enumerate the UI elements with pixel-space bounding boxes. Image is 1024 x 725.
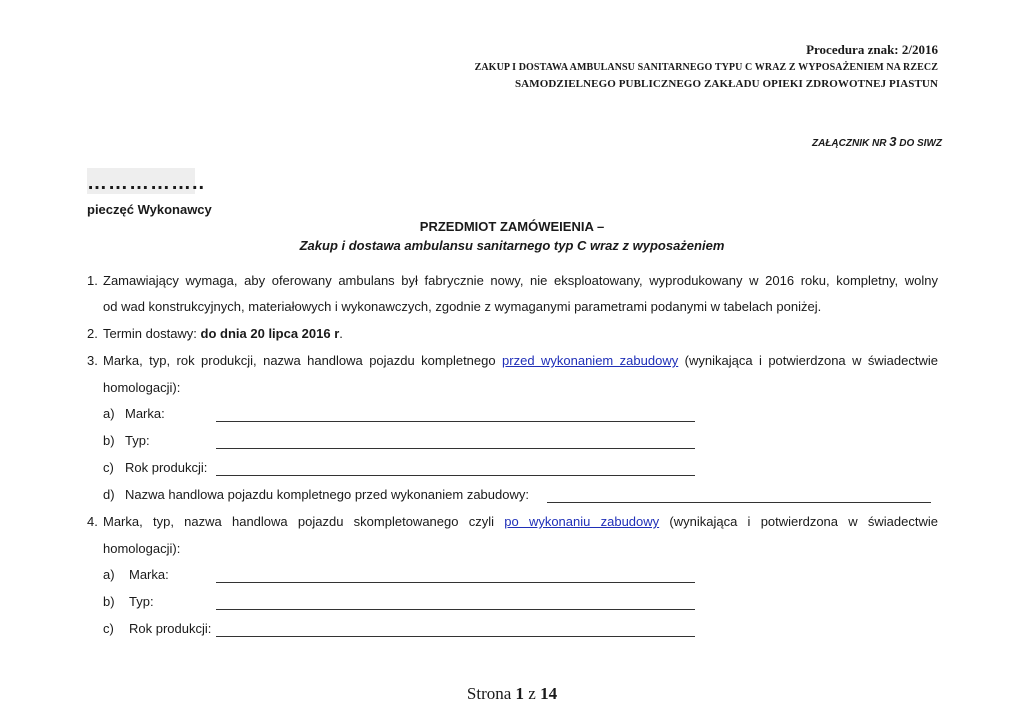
item-3d-label: Nazwa handlowa pojazdu kompletnego przed wykonaniem zabudowy: <box>125 487 529 502</box>
item-3d-letter: d) <box>103 487 115 502</box>
item-4-number: 4. <box>87 514 98 529</box>
document-subtitle: Zakup i dostawa ambulansu sanitarnego typ C wraz z wyposażeniem <box>299 238 725 253</box>
item-3c-label: Rok produkcji: <box>125 460 208 475</box>
document-title: PRZEDMIOT ZAMÓWEIENIA – <box>419 219 605 234</box>
item-3-line-1: Marka, typ, rok produkcji, nazwa handlowa pojazdu kompletnego przed wykonaniem zabudowy (wynikająca i potwierdzona w świadectwie <box>103 353 938 368</box>
link-po-zabudowie[interactable]: po wykonaniu zabudowy <box>504 514 660 529</box>
item-2-text: Termin dostawy: do dnia 20 lipca 2016 r. <box>103 326 343 341</box>
item-4b-label: Typ: <box>129 594 154 609</box>
rok-produkcji-po-fill-line[interactable] <box>216 622 695 637</box>
typ-fill-line[interactable] <box>216 434 695 449</box>
item-3a-letter: a) <box>103 406 115 421</box>
stamp-dots: …………….. <box>87 172 206 194</box>
typ-po-fill-line[interactable] <box>216 595 695 610</box>
procedure-reference: Procedura znak: 2/2016 <box>806 42 938 57</box>
item-3c-letter: c) <box>103 460 114 475</box>
item-1-line-1: Zamawiający wymaga, aby oferowany ambulans był fabrycznie nowy, nie eksploatowany, wyprodukowany w 2016 roku, kompletny, wolny <box>103 273 938 288</box>
item-3-line-2: homologacji): <box>103 380 181 395</box>
item-3-number: 3. <box>87 353 98 368</box>
item-4-line-1: Marka, typ, nazwa handlowa pojazdu skompletowanego czyli po wykonaniu zabudowy (wynikająca i potwierdzona w świadectwie <box>103 514 938 529</box>
item-1-number: 1. <box>87 273 98 288</box>
marka-fill-line[interactable] <box>216 407 695 422</box>
item-4b-letter: b) <box>103 594 115 609</box>
header-line-1: ZAKUP I DOSTAWA AMBULANSU SANITARNEGO TYPU C WRAZ Z WYPOSAŻENIEM NA RZECZ <box>474 62 938 73</box>
item-4-line-2: homologacji): <box>103 541 181 556</box>
item-4a-letter: a) <box>103 567 115 582</box>
rok-produkcji-fill-line[interactable] <box>216 461 695 476</box>
stamp-label: pieczęć Wykonawcy <box>87 202 212 217</box>
nazwa-handlowa-fill-line[interactable] <box>547 488 931 503</box>
item-3b-letter: b) <box>103 433 115 448</box>
attachment-label: ZAŁĄCZNIK NR 3 DO SIWZ <box>811 134 942 149</box>
item-2-number: 2. <box>87 326 98 341</box>
link-przed-zabudowy[interactable]: przed wykonaniem zabudowy <box>502 353 679 368</box>
item-3b-label: Typ: <box>125 433 150 448</box>
marka-po-fill-line[interactable] <box>216 568 695 583</box>
item-4c-letter: c) <box>103 621 114 636</box>
item-1-line-2: od wad konstrukcyjnych, materiałowych i wykonawczych, zgodnie z wymaganymi parametrami podanymi w tabelach poniżej. <box>103 299 822 314</box>
item-3a-label: Marka: <box>125 406 165 421</box>
item-4c-label: Rok produkcji: <box>129 621 212 636</box>
header-line-2: SAMODZIELNEGO PUBLICZNEGO ZAKŁADU OPIEKI ZDROWOTNEJ PIASTUN <box>514 78 938 90</box>
page-footer: Strona 1 z 14 <box>466 684 558 703</box>
item-4a-label: Marka: <box>129 567 169 582</box>
